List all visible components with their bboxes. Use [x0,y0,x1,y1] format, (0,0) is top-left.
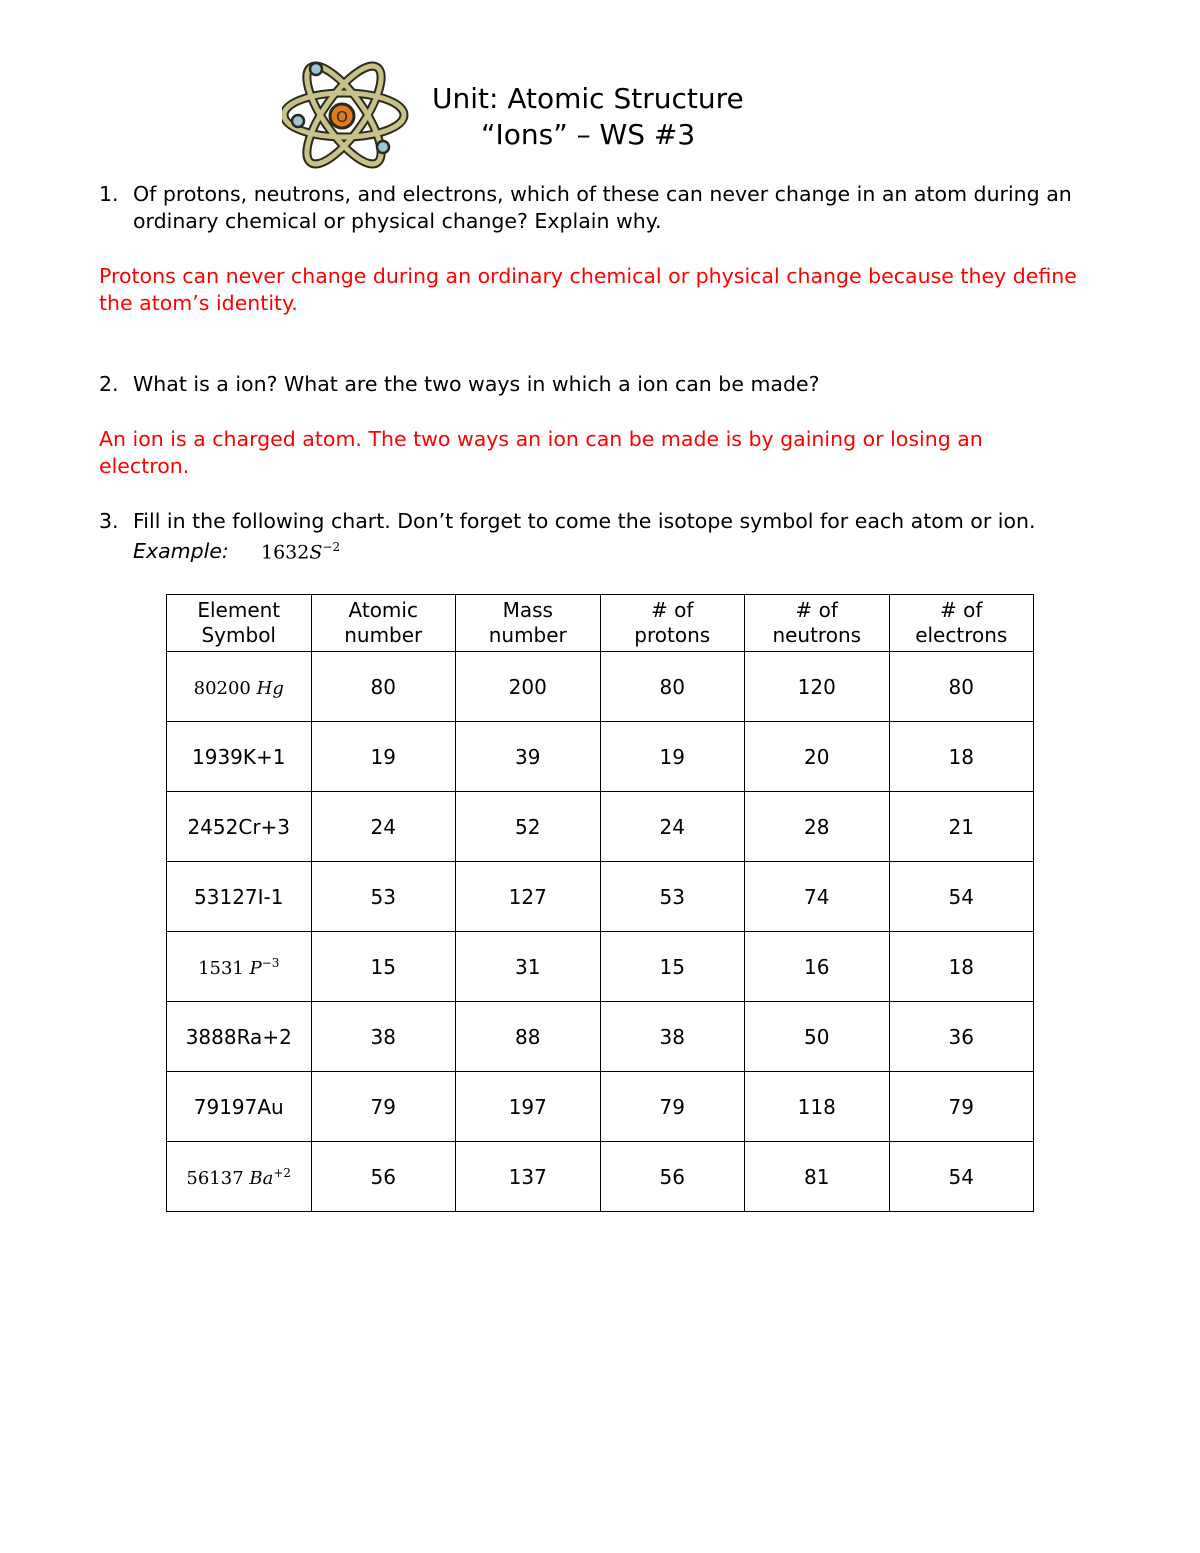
cell-electrons: 18 [889,932,1034,1002]
question-1 [99,181,1109,235]
cell-protons: 79 [600,1072,745,1142]
cell-neutrons: 16 [745,932,890,1002]
cell-symbol: 2452Cr+3 [167,792,312,862]
cell-symbol: 80200 Hg [167,652,312,722]
cell-symbol: 1939K+1 [167,722,312,792]
table-row [167,652,1034,722]
table-row [167,722,1034,792]
cell-protons: 80 [600,652,745,722]
question-number: 3. [99,509,119,533]
question-2 [99,371,1109,398]
question-number: 2. [99,372,119,396]
cell-electrons: 80 [889,652,1034,722]
header-atomic-number: Atomic number [311,595,456,652]
question-text: What is a ion? What are the two ways in which a ion can be made? [133,372,820,396]
header-element-symbol: Element Symbol [167,595,312,652]
table-row [167,932,1034,1002]
cell-atomic: 24 [311,792,456,862]
cell-atomic: 80 [311,652,456,722]
cell-electrons: 21 [889,792,1034,862]
cell-protons: 53 [600,862,745,932]
answer-1: Protons can never change during an ordinary chemical or physical change because they define the atom’s identity. [99,264,1077,315]
cell-protons: 15 [600,932,745,1002]
unit-title: Unit: Atomic Structure [432,82,744,115]
cell-mass: 200 [456,652,601,722]
cell-mass: 52 [456,792,601,862]
svg-text:O: O [336,108,348,126]
cell-mass: 88 [456,1002,601,1072]
cell-symbol: 79197Au [167,1072,312,1142]
cell-atomic: 56 [311,1142,456,1212]
table-row [167,792,1034,862]
cell-protons: 56 [600,1142,745,1212]
table-row [167,1072,1034,1142]
header-mass-number: Mass number [456,595,601,652]
cell-symbol: 3888Ra+2 [167,1002,312,1072]
header-neutrons: # of neutrons [745,595,890,652]
cell-electrons: 54 [889,862,1034,932]
cell-symbol: 53127I-1 [167,862,312,932]
cell-mass: 137 [456,1142,601,1212]
table-row [167,1142,1034,1212]
cell-neutrons: 74 [745,862,890,932]
cell-protons: 24 [600,792,745,862]
cell-symbol: 1531 $P^{-3}$ [167,932,312,1002]
table-row [167,1002,1034,1072]
cell-electrons: 18 [889,722,1034,792]
cell-electrons: 54 [889,1142,1034,1212]
cell-mass: 197 [456,1072,601,1142]
cell-atomic: 79 [311,1072,456,1142]
cell-neutrons: 118 [745,1072,890,1142]
cell-symbol: 56137 $Ba^{+2}$ [167,1142,312,1212]
cell-neutrons: 120 [745,652,890,722]
cell-neutrons: 28 [745,792,890,862]
cell-atomic: 15 [311,932,456,1002]
cell-electrons: 79 [889,1072,1034,1142]
worksheet-subtitle: “Ions” – WS #3 [481,118,696,151]
cell-mass: 31 [456,932,601,1002]
cell-protons: 38 [600,1002,745,1072]
example-label: Example: [133,539,229,563]
header-electrons: # of electrons [889,595,1034,652]
question-text: Of protons, neutrons, and electrons, which of these can never change in an atom during an ordinary chemical or physical change? Explain why. [133,182,1072,233]
cell-neutrons: 81 [745,1142,890,1212]
example-isotope-symbol: $1632S^{-2}$ [261,540,341,564]
atom-logo-icon [282,55,412,173]
question-number: 1. [99,182,119,206]
table-row [167,862,1034,932]
cell-atomic: 38 [311,1002,456,1072]
cell-neutrons: 20 [745,722,890,792]
question-text: Fill in the following chart. Don’t forget to come the isotope symbol for each atom or ion. [133,509,1036,533]
cell-atomic: 19 [311,722,456,792]
cell-mass: 39 [456,722,601,792]
cell-protons: 19 [600,722,745,792]
question-3 [99,508,1109,535]
cell-atomic: 53 [311,862,456,932]
ion-chart-table [166,594,1034,1212]
answer-2: An ion is a charged atom. The two ways an ion can be made is by gaining or losing an electron. [99,427,983,478]
table-header-row [167,595,1034,652]
cell-mass: 127 [456,862,601,932]
header-protons: # of protons [600,595,745,652]
cell-electrons: 36 [889,1002,1034,1072]
cell-neutrons: 50 [745,1002,890,1072]
